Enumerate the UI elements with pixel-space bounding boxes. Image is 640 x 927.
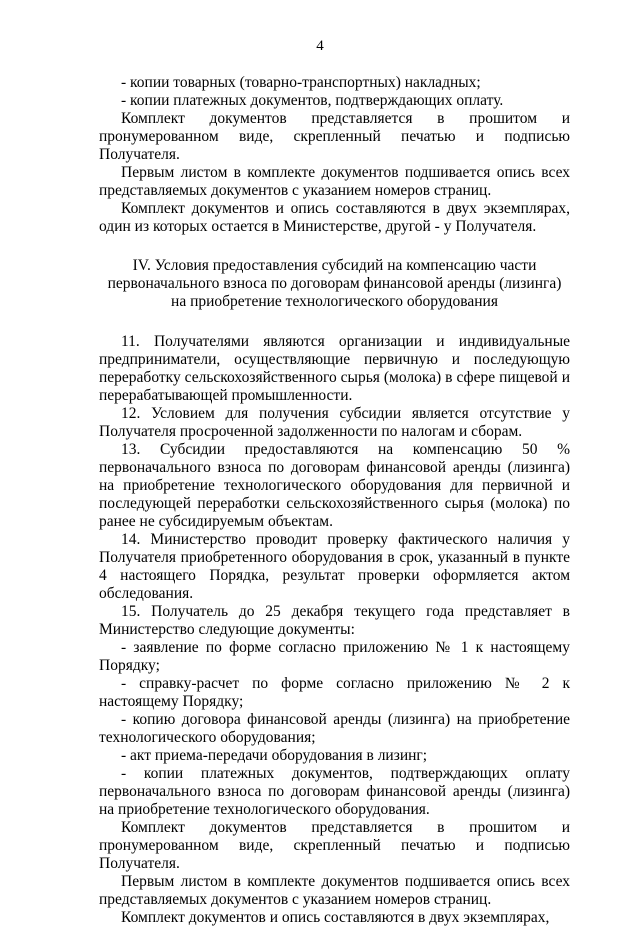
list-item-leasing-contract: - копию договора финансовой аренды (лизинга) на приобретение технологического оборудования; (99, 711, 570, 746)
paragraph-copies: Комплект документов и опись составляются в двух экземплярах, (121, 909, 550, 926)
section-heading-line: первоначального взноса по договорам финансовой аренды (лизинга) (107, 275, 562, 292)
paragraph-payment-copies: - копии платежных документов, подтверждающих оплату. (121, 92, 504, 109)
paragraph-binding: Комплект документов представляется в прошитом и пронумерованном виде, скрепленный печатью и подписью Получателя. (99, 819, 570, 872)
paragraph-invoice-copies: - копии товарных (товарно-транспортных) накладных; (121, 74, 481, 91)
list-item-application: - заявление по форме согласно приложению № 1 к настоящему Порядку; (99, 639, 570, 674)
paragraph-item-14: 14. Министерство проводит проверку фактического наличия у Получателя приобретенного оборудования в срок, указанный в пункте 4 настоящего Порядка, результат проверки оформляется актом обследования. (99, 531, 570, 602)
list-item-payment-copies: - копии платежных документов, подтверждающих оплату первоначального взноса по договорам финансовой аренды (лизинга) на приобретение технологического оборудования. (99, 765, 570, 818)
paragraph-item-13: 13. Субсидии предоставляются на компенсацию 50 % первоначального взноса по договорам финансовой аренды (лизинга) на приобретение технологического оборудования для первичной и последующей переработки сельскохозяйственного сырья (молока) по ранее не субсидируемым объектам. (99, 441, 570, 530)
paragraph-inventory: Первым листом в комплекте документов подшивается опись всех представляемых документов с указанием номеров страниц. (99, 873, 570, 908)
section-heading-line: на приобретение технологического оборудования (171, 293, 498, 310)
section-heading-line: IV. Условия предоставления субсидий на компенсацию части (132, 257, 537, 274)
paragraph-copies: Комплект документов и опись составляются в двух экземплярах, один из которых остается в Министерстве, другой - у Получателя. (99, 200, 570, 235)
paragraph-item-11: 11. Получателями являются организации и индивидуальные предприниматели, осуществляющие первичную и последующую переработку сельскохозяйственного сырья (молока) в сфере пищевой и перерабатывающей промышленности. (99, 333, 570, 404)
paragraph-item-15: 15. Получатель до 25 декабря текущего года представляет в Министерство следующие документы: (99, 603, 570, 638)
list-item-transfer-act: - акт приема-передачи оборудования в лизинг; (121, 747, 428, 764)
document-body (99, 74, 570, 927)
list-item-calculation: - справку-расчет по форме согласно приложению № 2 к настоящему Порядку; (99, 675, 570, 710)
paragraph-inventory: Первым листом в комплекте документов подшивается опись всех представляемых документов с указанием номеров страниц. (99, 164, 570, 199)
section-heading (99, 257, 570, 311)
paragraph-binding: Комплект документов представляется в прошитом и пронумерованном виде, скрепленный печатью и подписью Получателя. (99, 110, 570, 163)
paragraph-item-12: 12. Условием для получения субсидии является отсутствие у Получателя просроченной задолженности по налогам и сборам. (99, 405, 570, 440)
page-number: 4 (316, 38, 324, 54)
